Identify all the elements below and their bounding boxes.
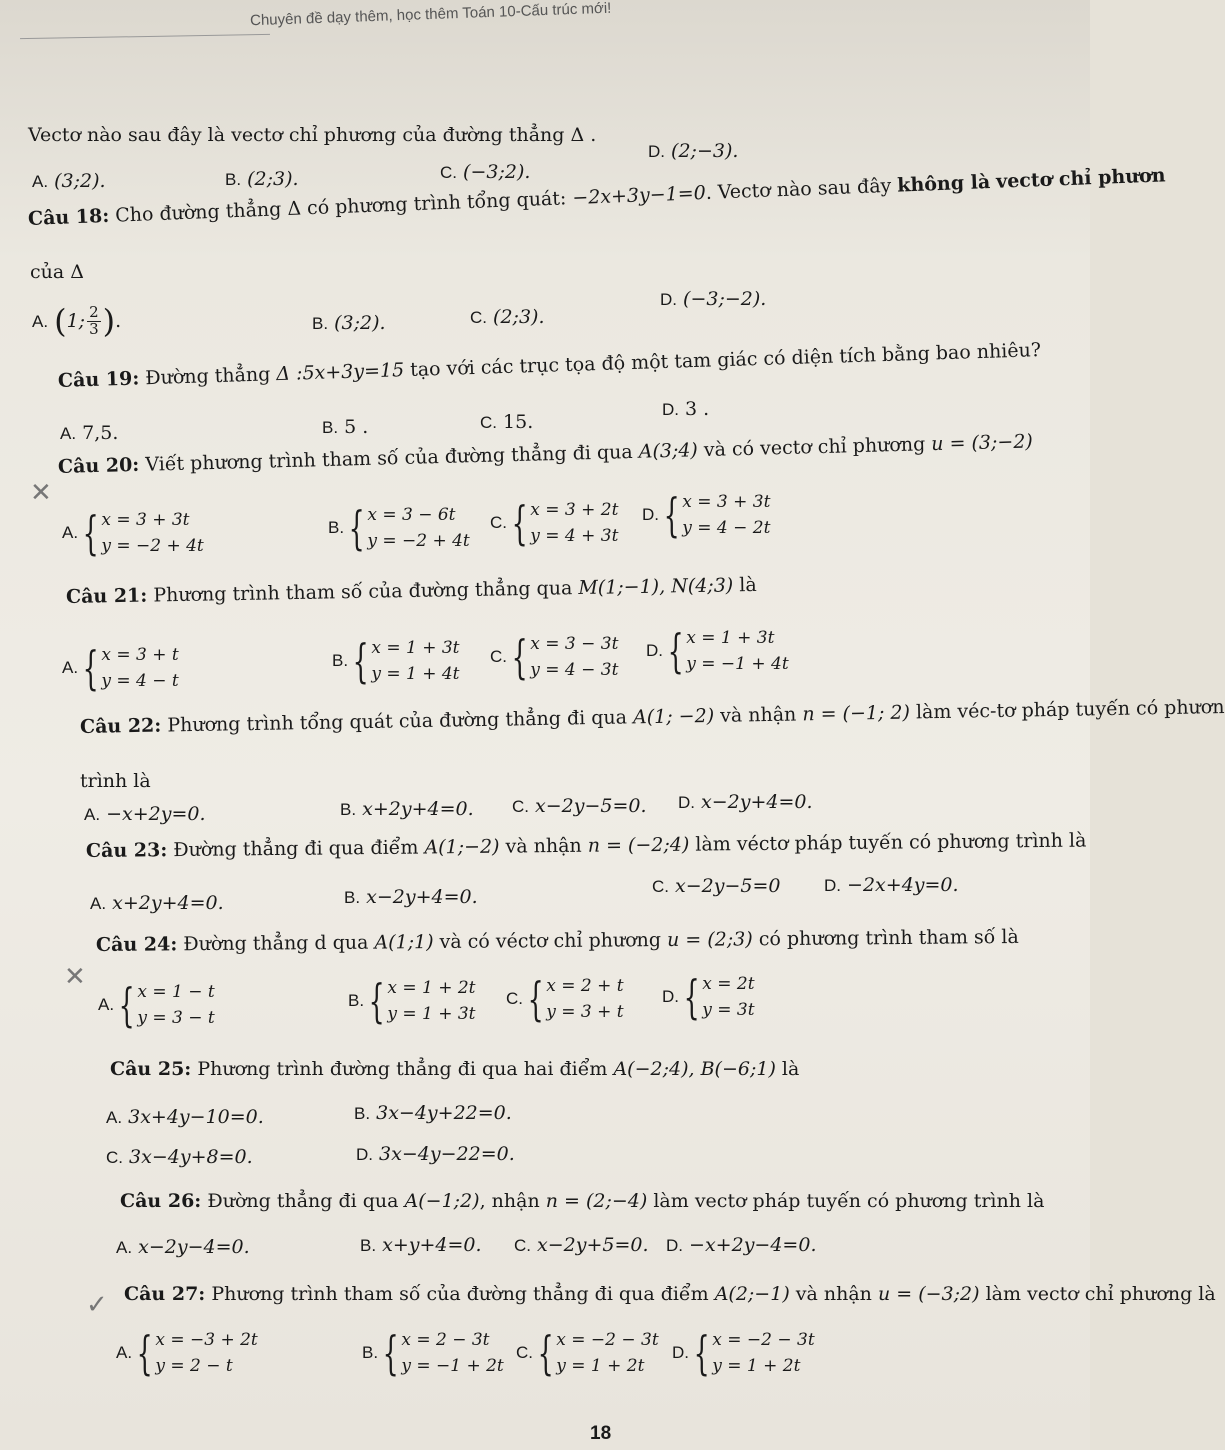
q22-option-c[interactable]: C. x−2y−5=0.	[512, 795, 647, 817]
q27-option-c[interactable]: C. { x = −2 − 3t y = 1 + 2t	[516, 1326, 659, 1380]
pencil-check-mark: ✕	[30, 478, 52, 508]
q25-option-c[interactable]: C. 3x−4y+8=0.	[106, 1146, 253, 1168]
header-rule	[20, 34, 270, 39]
q17-option-a[interactable]: A. (3;2).	[32, 170, 106, 192]
q21-option-c[interactable]: C. { x = 3 − 3t y = 4 − 3t	[490, 630, 619, 684]
q18-option-d[interactable]: D. (−3;−2).	[660, 288, 767, 310]
q24-option-d[interactable]: D. { x = 2t y = 3t	[662, 970, 755, 1024]
q26-option-c[interactable]: C. x−2y+5=0.	[514, 1234, 649, 1256]
q20-option-d[interactable]: D. { x = 3 + 3t y = 4 − 2t	[642, 488, 771, 542]
q26-option-d[interactable]: D. −x+2y−4=0.	[666, 1234, 817, 1256]
q18-stem-cont: của Δ	[30, 261, 84, 283]
q26-stem: Câu 26: Đường thẳng đi qua A(−1;2), nhận n = (2;−4) làm vectơ pháp tuyến có phương trình là	[120, 1190, 1045, 1212]
q21-option-b[interactable]: B. { x = 1 + 3t y = 1 + 4t	[332, 634, 460, 688]
q17-option-d[interactable]: D. (2;−3).	[648, 140, 739, 162]
q22-stem: Câu 22: Phương trình tổng quát của đường thẳng đi qua A(1; −2) và nhận n = (−1; 2) làm véc-tơ pháp tuyến có phươn	[79, 696, 1225, 738]
q25-stem: Câu 25: Phương trình đường thẳng đi qua hai điểm A(−2;4), B(−6;1) là	[110, 1058, 800, 1080]
q24-option-a[interactable]: A. { x = 1 − t y = 3 − t	[98, 978, 215, 1032]
q22-option-b[interactable]: B. x+2y+4=0.	[340, 798, 474, 820]
q20-stem: Câu 20: Viết phương trình tham số của đường thẳng đi qua A(3;4) và có vectơ chỉ phương u = (3;−2)	[57, 430, 1034, 478]
fraction: $\frac{2}{3}$	[89, 303, 99, 338]
pencil-check-mark: ✓	[86, 1290, 108, 1320]
page-number: 18	[590, 1423, 612, 1444]
q22-option-a[interactable]: A. −x+2y=0.	[84, 803, 206, 825]
q17-option-c[interactable]: C. (−3;2).	[440, 161, 531, 183]
q23-option-a[interactable]: A. x+2y+4=0.	[90, 892, 224, 914]
q18-option-b[interactable]: B. (3;2).	[312, 312, 386, 334]
q24-option-c[interactable]: C. { x = 2 + t y = 3 + t	[506, 972, 624, 1026]
q20-option-b[interactable]: B. { x = 3 − 6t y = −2 + 4t	[328, 501, 470, 555]
q23-stem: Câu 23: Đường thẳng đi qua điểm A(1;−2) và nhận n = (−2;4) làm véctơ pháp tuyến có phương trình là	[85, 829, 1087, 862]
q19-option-d[interactable]: D. 3 .	[662, 398, 710, 420]
pencil-check-mark: ✕	[64, 962, 86, 992]
q26-option-a[interactable]: A. x−2y−4=0.	[116, 1236, 250, 1258]
q27-option-b[interactable]: B. { x = 2 − 3t y = −1 + 2t	[362, 1326, 504, 1380]
q21-option-d[interactable]: D. { x = 1 + 3t y = −1 + 4t	[646, 624, 789, 678]
q17-option-b[interactable]: B. (2;3).	[225, 168, 299, 190]
q21-option-a[interactable]: A. { x = 3 + t y = 4 − t	[62, 641, 179, 695]
q23-option-c[interactable]: C. x−2y−5=0	[652, 875, 781, 897]
q20-option-a[interactable]: A. { x = 3 + 3t y = −2 + 4t	[62, 506, 204, 560]
q25-option-d[interactable]: D. 3x−4y−22=0.	[356, 1143, 515, 1165]
q26-option-b[interactable]: B. x+y+4=0.	[360, 1234, 482, 1256]
q25-option-b[interactable]: B. 3x−4y+22=0.	[354, 1102, 512, 1124]
q21-stem: Câu 21: Phương trình tham số của đường thẳng qua M(1;−1), N(4;3) là	[65, 573, 757, 608]
q19-option-c[interactable]: C. 15.	[480, 411, 534, 433]
q22-stem-cont: trình là	[80, 770, 151, 792]
page-header: Chuyên đề dạy thêm, học thêm Toán 10-Cấu trúc mới!	[249, 0, 612, 30]
q18-option-a[interactable]: A. ( 1; $\frac{2}{3}$ ) .	[32, 302, 122, 341]
q25-option-a[interactable]: A. 3x+4y−10=0.	[106, 1106, 264, 1128]
q19-option-a[interactable]: A. 7,5.	[60, 422, 119, 444]
q22-option-d[interactable]: D. x−2y+4=0.	[678, 791, 813, 813]
q19-stem: Câu 19: Đường thẳng Δ :5x+3y=15 tạo với các trục tọa độ một tam giác có diện tích bằng bao nhiêu?	[57, 339, 1042, 392]
q23-option-d[interactable]: D. −2x+4y=0.	[824, 874, 959, 896]
q18-stem: Câu 18: Cho đường thẳng Δ có phương trình tổng quát: −2x+3y−1=0. Vectơ nào sau đây không là vectơ chỉ phươn	[27, 164, 1166, 230]
q20-option-c[interactable]: C. { x = 3 + 2t y = 4 + 3t	[490, 496, 619, 550]
q27-option-d[interactable]: D. { x = −2 − 3t y = 1 + 2t	[672, 1326, 815, 1380]
q27-stem: Câu 27: Phương trình tham số của đường thẳng đi qua điểm A(2;−1) và nhận u = (−3;2) làm vectơ chỉ phương là	[124, 1283, 1216, 1305]
q18-option-c[interactable]: C. (2;3).	[470, 306, 545, 328]
q27-option-a[interactable]: A. { x = −3 + 2t y = 2 − t	[116, 1326, 258, 1380]
q17-stem: Vectơ nào sau đây là vectơ chỉ phương của đường thẳng Δ .	[28, 124, 597, 146]
q24-option-b[interactable]: B. { x = 1 + 2t y = 1 + 3t	[348, 974, 476, 1028]
q24-stem: Câu 24: Đường thẳng d qua A(1;1) và có véctơ chỉ phương u = (2;3) có phương trình tham số là	[95, 925, 1019, 956]
q19-option-b[interactable]: B. 5 .	[322, 416, 369, 438]
q23-option-b[interactable]: B. x−2y+4=0.	[344, 886, 478, 908]
